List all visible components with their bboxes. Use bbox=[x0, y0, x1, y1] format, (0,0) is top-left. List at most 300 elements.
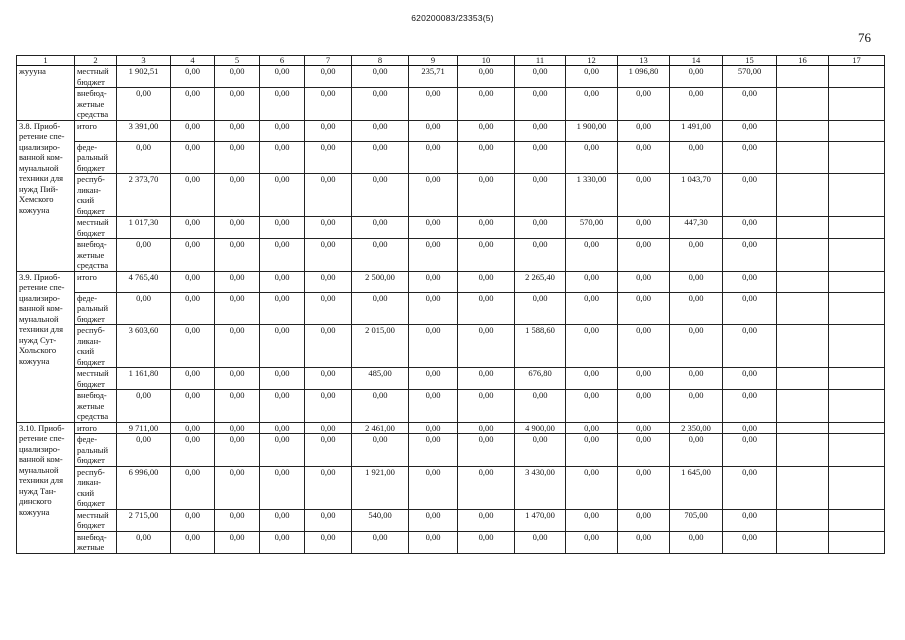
amount-cell: 0,00 bbox=[215, 239, 260, 272]
amount-cell: 0,00 bbox=[117, 390, 171, 423]
amount-cell: 0,00 bbox=[260, 271, 305, 292]
amount-cell: 0,00 bbox=[409, 217, 458, 239]
amount-cell: 0,00 bbox=[670, 66, 723, 88]
amount-cell: 0,00 bbox=[117, 531, 171, 553]
amount-cell: 0,00 bbox=[305, 217, 352, 239]
amount-cell: 0,00 bbox=[305, 422, 352, 434]
amount-cell: 0,00 bbox=[515, 88, 566, 121]
empty-cell bbox=[829, 120, 885, 141]
amount-cell: 0,00 bbox=[670, 434, 723, 467]
amount-cell: 0,00 bbox=[515, 434, 566, 467]
amount-cell: 0,00 bbox=[618, 141, 670, 174]
amount-cell: 0,00 bbox=[260, 466, 305, 509]
activity-name: жуууна bbox=[17, 66, 75, 121]
amount-cell: 570,00 bbox=[566, 217, 618, 239]
amount-cell: 0,00 bbox=[618, 217, 670, 239]
amount-cell: 0,00 bbox=[409, 509, 458, 531]
amount-cell: 0,00 bbox=[409, 174, 458, 217]
amount-cell: 6 996,00 bbox=[117, 466, 171, 509]
amount-cell: 0,00 bbox=[458, 509, 515, 531]
column-number: 9 bbox=[409, 56, 458, 66]
amount-cell: 2 500,00 bbox=[352, 271, 409, 292]
amount-cell: 0,00 bbox=[618, 509, 670, 531]
table-row bbox=[17, 88, 885, 121]
amount-cell: 9 711,00 bbox=[117, 422, 171, 434]
amount-cell: 0,00 bbox=[515, 217, 566, 239]
amount-cell: 0,00 bbox=[409, 120, 458, 141]
column-number: 12 bbox=[566, 56, 618, 66]
amount-cell: 0,00 bbox=[618, 531, 670, 553]
amount-cell: 0,00 bbox=[260, 217, 305, 239]
amount-cell: 0,00 bbox=[171, 217, 215, 239]
amount-cell: 0,00 bbox=[566, 422, 618, 434]
amount-cell: 0,00 bbox=[670, 141, 723, 174]
amount-cell: 0,00 bbox=[260, 509, 305, 531]
amount-cell: 0,00 bbox=[117, 434, 171, 467]
funding-source: респуб-ликан-ский бюджет bbox=[75, 174, 117, 217]
amount-cell: 0,00 bbox=[458, 217, 515, 239]
amount-cell: 0,00 bbox=[260, 390, 305, 423]
amount-cell: 0,00 bbox=[515, 390, 566, 423]
amount-cell: 0,00 bbox=[670, 531, 723, 553]
amount-cell: 0,00 bbox=[458, 531, 515, 553]
empty-cell bbox=[777, 292, 829, 325]
amount-cell: 0,00 bbox=[352, 120, 409, 141]
amount-cell: 0,00 bbox=[215, 531, 260, 553]
amount-cell: 0,00 bbox=[352, 434, 409, 467]
amount-cell: 0,00 bbox=[305, 292, 352, 325]
amount-cell: 3 430,00 bbox=[515, 466, 566, 509]
empty-cell bbox=[829, 368, 885, 390]
amount-cell: 1 330,00 bbox=[566, 174, 618, 217]
amount-cell: 0,00 bbox=[723, 390, 777, 423]
amount-cell: 0,00 bbox=[171, 141, 215, 174]
amount-cell: 0,00 bbox=[305, 390, 352, 423]
table-row bbox=[17, 434, 885, 467]
empty-cell bbox=[777, 174, 829, 217]
amount-cell: 1 491,00 bbox=[670, 120, 723, 141]
amount-cell: 0,00 bbox=[215, 141, 260, 174]
amount-cell: 0,00 bbox=[515, 66, 566, 88]
amount-cell: 1 161,80 bbox=[117, 368, 171, 390]
amount-cell: 0,00 bbox=[215, 390, 260, 423]
empty-cell bbox=[829, 174, 885, 217]
amount-cell: 485,00 bbox=[352, 368, 409, 390]
amount-cell: 0,00 bbox=[352, 174, 409, 217]
amount-cell: 0,00 bbox=[409, 422, 458, 434]
amount-cell: 0,00 bbox=[566, 292, 618, 325]
empty-cell bbox=[829, 217, 885, 239]
amount-cell: 0,00 bbox=[215, 422, 260, 434]
amount-cell: 0,00 bbox=[458, 239, 515, 272]
empty-cell bbox=[777, 531, 829, 553]
amount-cell: 0,00 bbox=[723, 141, 777, 174]
amount-cell: 0,00 bbox=[215, 368, 260, 390]
funding-source: местный бюджет bbox=[75, 66, 117, 88]
amount-cell: 0,00 bbox=[352, 141, 409, 174]
amount-cell: 0,00 bbox=[515, 531, 566, 553]
amount-cell: 0,00 bbox=[260, 66, 305, 88]
funding-source: местный бюджет bbox=[75, 368, 117, 390]
activity-name: 3.8. Приоб-ретение спе-циализиро-ванной ком-мунальной техники для нужд Пий-Хемского кожууна bbox=[17, 120, 75, 271]
table-row bbox=[17, 292, 885, 325]
amount-cell: 447,30 bbox=[670, 217, 723, 239]
amount-cell: 0,00 bbox=[305, 531, 352, 553]
amount-cell: 0,00 bbox=[723, 368, 777, 390]
page-number: 76 bbox=[858, 30, 871, 45]
empty-cell bbox=[829, 271, 885, 292]
amount-cell: 0,00 bbox=[260, 434, 305, 467]
column-number: 14 bbox=[670, 56, 723, 66]
amount-cell: 0,00 bbox=[670, 390, 723, 423]
budget-table bbox=[16, 55, 885, 554]
amount-cell: 0,00 bbox=[260, 141, 305, 174]
amount-cell: 0,00 bbox=[409, 531, 458, 553]
amount-cell: 1 470,00 bbox=[515, 509, 566, 531]
column-number: 11 bbox=[515, 56, 566, 66]
funding-source: респуб-ликан-ский бюджет bbox=[75, 325, 117, 368]
amount-cell: 0,00 bbox=[305, 466, 352, 509]
table-row bbox=[17, 239, 885, 272]
amount-cell: 2 350,00 bbox=[670, 422, 723, 434]
amount-cell: 0,00 bbox=[260, 422, 305, 434]
funding-source: внебюд-жетные средства bbox=[75, 88, 117, 121]
empty-cell bbox=[829, 509, 885, 531]
amount-cell: 0,00 bbox=[566, 466, 618, 509]
amount-cell: 0,00 bbox=[117, 88, 171, 121]
amount-cell: 0,00 bbox=[670, 88, 723, 121]
table-row bbox=[17, 271, 885, 292]
amount-cell: 0,00 bbox=[723, 292, 777, 325]
column-number: 1 bbox=[17, 56, 75, 66]
amount-cell: 0,00 bbox=[305, 88, 352, 121]
amount-cell: 0,00 bbox=[409, 239, 458, 272]
empty-cell bbox=[829, 466, 885, 509]
empty-cell bbox=[777, 368, 829, 390]
empty-cell bbox=[829, 292, 885, 325]
amount-cell: 2 715,00 bbox=[117, 509, 171, 531]
column-number: 4 bbox=[171, 56, 215, 66]
amount-cell: 0,00 bbox=[458, 325, 515, 368]
empty-cell bbox=[777, 466, 829, 509]
amount-cell: 2 265,40 bbox=[515, 271, 566, 292]
funding-source: местный бюджет bbox=[75, 509, 117, 531]
amount-cell: 4 900,00 bbox=[515, 422, 566, 434]
amount-cell: 0,00 bbox=[458, 466, 515, 509]
amount-cell: 0,00 bbox=[171, 325, 215, 368]
amount-cell: 0,00 bbox=[305, 239, 352, 272]
amount-cell: 0,00 bbox=[670, 239, 723, 272]
amount-cell: 0,00 bbox=[566, 88, 618, 121]
funding-source: респуб-ликан-ский бюджет bbox=[75, 466, 117, 509]
amount-cell: 0,00 bbox=[723, 531, 777, 553]
column-number: 15 bbox=[723, 56, 777, 66]
amount-cell: 0,00 bbox=[618, 174, 670, 217]
amount-cell: 0,00 bbox=[215, 325, 260, 368]
empty-cell bbox=[829, 66, 885, 88]
amount-cell: 0,00 bbox=[458, 174, 515, 217]
amount-cell: 0,00 bbox=[723, 434, 777, 467]
amount-cell: 0,00 bbox=[618, 120, 670, 141]
empty-cell bbox=[829, 88, 885, 121]
amount-cell: 0,00 bbox=[618, 390, 670, 423]
amount-cell: 0,00 bbox=[515, 292, 566, 325]
amount-cell: 0,00 bbox=[305, 434, 352, 467]
amount-cell: 0,00 bbox=[566, 271, 618, 292]
amount-cell: 0,00 bbox=[305, 141, 352, 174]
column-number: 13 bbox=[618, 56, 670, 66]
amount-cell: 0,00 bbox=[515, 174, 566, 217]
amount-cell: 1 645,00 bbox=[670, 466, 723, 509]
empty-cell bbox=[777, 434, 829, 467]
amount-cell: 0,00 bbox=[260, 174, 305, 217]
amount-cell: 0,00 bbox=[723, 88, 777, 121]
amount-cell: 0,00 bbox=[566, 531, 618, 553]
column-number: 17 bbox=[829, 56, 885, 66]
amount-cell: 0,00 bbox=[171, 466, 215, 509]
amount-cell: 0,00 bbox=[458, 120, 515, 141]
amount-cell: 0,00 bbox=[171, 368, 215, 390]
amount-cell: 0,00 bbox=[409, 271, 458, 292]
empty-cell bbox=[777, 509, 829, 531]
amount-cell: 0,00 bbox=[409, 368, 458, 390]
empty-cell bbox=[829, 325, 885, 368]
table-row bbox=[17, 509, 885, 531]
table-row bbox=[17, 217, 885, 239]
amount-cell: 0,00 bbox=[215, 292, 260, 325]
table-row bbox=[17, 174, 885, 217]
amount-cell: 0,00 bbox=[215, 509, 260, 531]
amount-cell: 0,00 bbox=[458, 390, 515, 423]
amount-cell: 0,00 bbox=[723, 271, 777, 292]
amount-cell: 1 902,51 bbox=[117, 66, 171, 88]
amount-cell: 0,00 bbox=[171, 509, 215, 531]
amount-cell: 0,00 bbox=[458, 292, 515, 325]
table-row bbox=[17, 120, 885, 141]
amount-cell: 0,00 bbox=[171, 271, 215, 292]
amount-cell: 0,00 bbox=[618, 271, 670, 292]
empty-cell bbox=[777, 325, 829, 368]
funding-source: внебюд-жетные средства bbox=[75, 239, 117, 272]
amount-cell: 4 765,40 bbox=[117, 271, 171, 292]
funding-source: внебюд-жетные bbox=[75, 531, 117, 553]
amount-cell: 0,00 bbox=[117, 292, 171, 325]
amount-cell: 0,00 bbox=[515, 120, 566, 141]
amount-cell: 0,00 bbox=[618, 325, 670, 368]
empty-cell bbox=[777, 217, 829, 239]
funding-source: феде-ральный бюджет bbox=[75, 141, 117, 174]
table-row bbox=[17, 466, 885, 509]
amount-cell: 0,00 bbox=[458, 434, 515, 467]
amount-cell: 0,00 bbox=[305, 174, 352, 217]
document-id: 620200083/23353(5) bbox=[411, 13, 494, 23]
amount-cell: 0,00 bbox=[215, 88, 260, 121]
funding-source: внебюд-жетные средства bbox=[75, 390, 117, 423]
empty-cell bbox=[829, 434, 885, 467]
amount-cell: 0,00 bbox=[260, 368, 305, 390]
amount-cell: 0,00 bbox=[723, 217, 777, 239]
amount-cell: 0,00 bbox=[352, 66, 409, 88]
funding-source: итого bbox=[75, 271, 117, 292]
amount-cell: 0,00 bbox=[670, 292, 723, 325]
table-row bbox=[17, 66, 885, 88]
empty-cell bbox=[829, 141, 885, 174]
amount-cell: 0,00 bbox=[305, 271, 352, 292]
amount-cell: 0,00 bbox=[409, 141, 458, 174]
column-number: 7 bbox=[305, 56, 352, 66]
amount-cell: 676,80 bbox=[515, 368, 566, 390]
amount-cell: 1 588,60 bbox=[515, 325, 566, 368]
amount-cell: 0,00 bbox=[566, 239, 618, 272]
empty-cell bbox=[829, 422, 885, 434]
amount-cell: 0,00 bbox=[171, 390, 215, 423]
amount-cell: 0,00 bbox=[723, 239, 777, 272]
amount-cell: 540,00 bbox=[352, 509, 409, 531]
table-row bbox=[17, 390, 885, 423]
amount-cell: 2 461,00 bbox=[352, 422, 409, 434]
amount-cell: 0,00 bbox=[618, 239, 670, 272]
column-number: 6 bbox=[260, 56, 305, 66]
amount-cell: 0,00 bbox=[618, 292, 670, 325]
column-number: 5 bbox=[215, 56, 260, 66]
empty-cell bbox=[829, 239, 885, 272]
amount-cell: 2 015,00 bbox=[352, 325, 409, 368]
amount-cell: 1 096,80 bbox=[618, 66, 670, 88]
amount-cell: 0,00 bbox=[171, 120, 215, 141]
amount-cell: 0,00 bbox=[723, 466, 777, 509]
table-row bbox=[17, 531, 885, 553]
empty-cell bbox=[777, 422, 829, 434]
amount-cell: 0,00 bbox=[515, 141, 566, 174]
table-row bbox=[17, 368, 885, 390]
amount-cell: 0,00 bbox=[171, 239, 215, 272]
column-number: 3 bbox=[117, 56, 171, 66]
amount-cell: 705,00 bbox=[670, 509, 723, 531]
amount-cell: 0,00 bbox=[566, 509, 618, 531]
amount-cell: 0,00 bbox=[171, 66, 215, 88]
amount-cell: 0,00 bbox=[117, 239, 171, 272]
amount-cell: 0,00 bbox=[566, 390, 618, 423]
amount-cell: 0,00 bbox=[260, 325, 305, 368]
table-row bbox=[17, 325, 885, 368]
amount-cell: 0,00 bbox=[458, 368, 515, 390]
amount-cell: 0,00 bbox=[117, 141, 171, 174]
amount-cell: 0,00 bbox=[260, 531, 305, 553]
table-body bbox=[17, 66, 885, 554]
amount-cell: 0,00 bbox=[618, 368, 670, 390]
amount-cell: 0,00 bbox=[409, 88, 458, 121]
amount-cell: 1 043,70 bbox=[670, 174, 723, 217]
amount-cell: 1 921,00 bbox=[352, 466, 409, 509]
amount-cell: 0,00 bbox=[352, 88, 409, 121]
amount-cell: 2 373,70 bbox=[117, 174, 171, 217]
amount-cell: 0,00 bbox=[723, 422, 777, 434]
column-number: 8 bbox=[352, 56, 409, 66]
amount-cell: 0,00 bbox=[723, 509, 777, 531]
amount-cell: 0,00 bbox=[458, 271, 515, 292]
funding-source: феде-ральный бюджет bbox=[75, 434, 117, 467]
amount-cell: 0,00 bbox=[260, 120, 305, 141]
amount-cell: 0,00 bbox=[618, 422, 670, 434]
amount-cell: 570,00 bbox=[723, 66, 777, 88]
amount-cell: 0,00 bbox=[215, 66, 260, 88]
amount-cell: 0,00 bbox=[458, 141, 515, 174]
amount-cell: 0,00 bbox=[566, 66, 618, 88]
amount-cell: 0,00 bbox=[260, 239, 305, 272]
amount-cell: 0,00 bbox=[566, 141, 618, 174]
empty-cell bbox=[829, 390, 885, 423]
amount-cell: 0,00 bbox=[618, 88, 670, 121]
amount-cell: 0,00 bbox=[670, 368, 723, 390]
amount-cell: 0,00 bbox=[305, 325, 352, 368]
activity-name: 3.9. Приоб-ретение спе-циализиро-ванной ком-мунальной техники для нужд Сут-Хольского кожууна bbox=[17, 271, 75, 422]
amount-cell: 0,00 bbox=[305, 509, 352, 531]
empty-cell bbox=[777, 141, 829, 174]
activity-name: 3.10. Приоб-ретение спе-циализиро-ванной ком-мунальной техники для нужд Тан-динского кожууна bbox=[17, 422, 75, 553]
empty-cell bbox=[777, 120, 829, 141]
amount-cell: 0,00 bbox=[409, 434, 458, 467]
amount-cell: 0,00 bbox=[458, 66, 515, 88]
amount-cell: 0,00 bbox=[171, 531, 215, 553]
amount-cell: 0,00 bbox=[171, 88, 215, 121]
amount-cell: 0,00 bbox=[409, 466, 458, 509]
amount-cell: 0,00 bbox=[566, 325, 618, 368]
amount-cell: 0,00 bbox=[566, 368, 618, 390]
amount-cell: 0,00 bbox=[171, 174, 215, 217]
amount-cell: 0,00 bbox=[260, 292, 305, 325]
amount-cell: 0,00 bbox=[566, 434, 618, 467]
amount-cell: 0,00 bbox=[618, 466, 670, 509]
amount-cell: 0,00 bbox=[352, 531, 409, 553]
amount-cell: 0,00 bbox=[409, 325, 458, 368]
funding-source: итого bbox=[75, 120, 117, 141]
amount-cell: 0,00 bbox=[171, 422, 215, 434]
amount-cell: 0,00 bbox=[171, 434, 215, 467]
amount-cell: 0,00 bbox=[215, 120, 260, 141]
amount-cell: 0,00 bbox=[670, 325, 723, 368]
amount-cell: 0,00 bbox=[723, 174, 777, 217]
amount-cell: 0,00 bbox=[352, 217, 409, 239]
table-row bbox=[17, 422, 885, 434]
amount-cell: 0,00 bbox=[305, 368, 352, 390]
empty-cell bbox=[829, 531, 885, 553]
amount-cell: 3 391,00 bbox=[117, 120, 171, 141]
amount-cell: 0,00 bbox=[305, 120, 352, 141]
amount-cell: 0,00 bbox=[352, 239, 409, 272]
funding-source: итого bbox=[75, 422, 117, 434]
amount-cell: 0,00 bbox=[215, 217, 260, 239]
funding-source: феде-ральный бюджет bbox=[75, 292, 117, 325]
amount-cell: 0,00 bbox=[215, 174, 260, 217]
amount-cell: 0,00 bbox=[458, 422, 515, 434]
empty-cell bbox=[777, 66, 829, 88]
amount-cell: 0,00 bbox=[215, 466, 260, 509]
column-number: 10 bbox=[458, 56, 515, 66]
empty-cell bbox=[777, 239, 829, 272]
amount-cell: 0,00 bbox=[305, 66, 352, 88]
amount-cell: 0,00 bbox=[171, 292, 215, 325]
empty-cell bbox=[777, 271, 829, 292]
amount-cell: 0,00 bbox=[352, 390, 409, 423]
empty-cell bbox=[777, 390, 829, 423]
amount-cell: 0,00 bbox=[260, 88, 305, 121]
column-number: 2 bbox=[75, 56, 117, 66]
amount-cell: 3 603,60 bbox=[117, 325, 171, 368]
funding-source: местный бюджет bbox=[75, 217, 117, 239]
amount-cell: 0,00 bbox=[409, 292, 458, 325]
amount-cell: 0,00 bbox=[458, 88, 515, 121]
amount-cell: 1 017,30 bbox=[117, 217, 171, 239]
